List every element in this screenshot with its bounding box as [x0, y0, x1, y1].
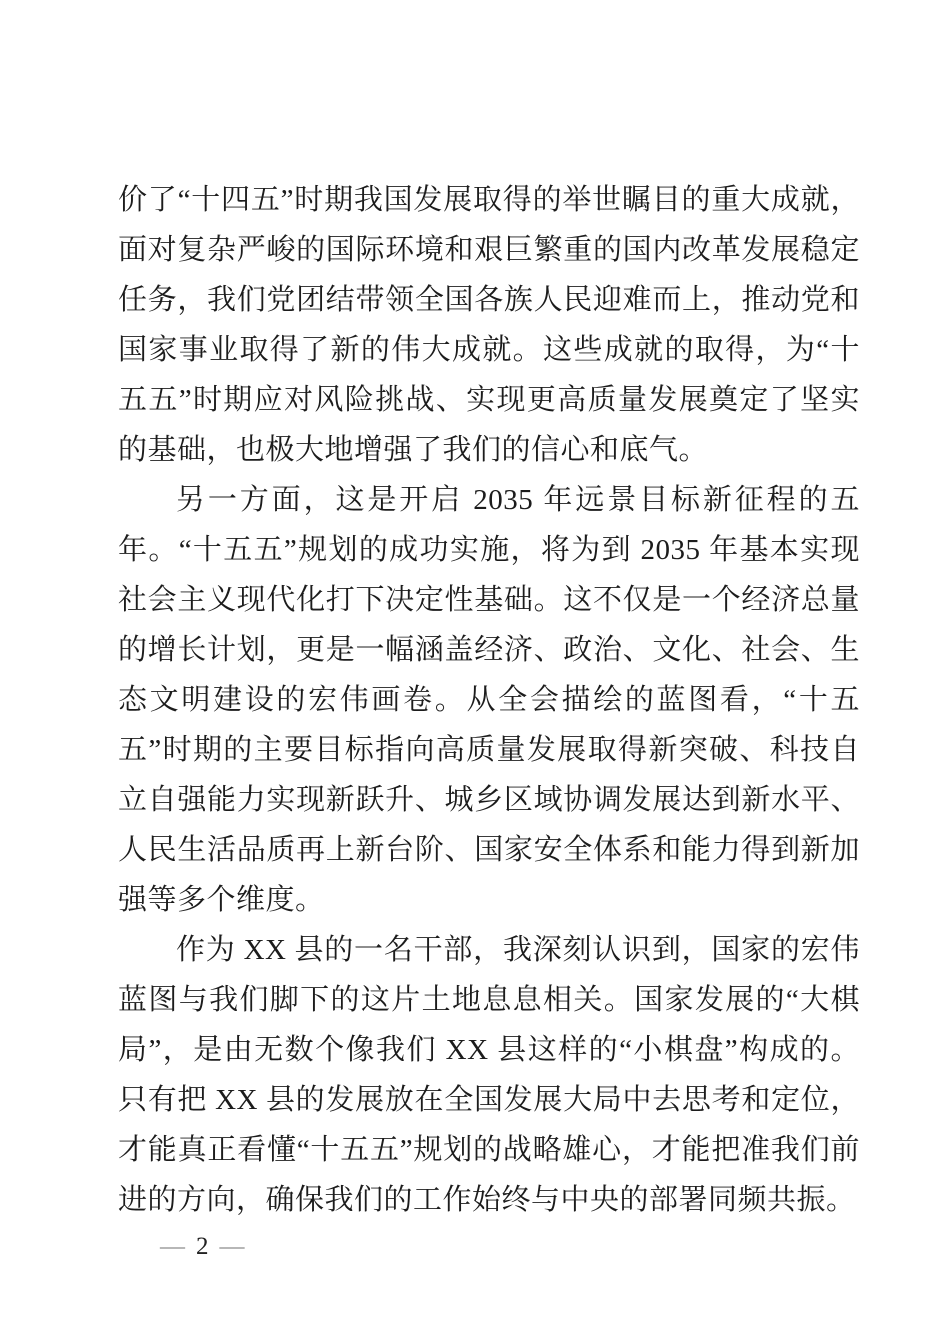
page-footer: [160, 1234, 245, 1259]
footer-dash-right: —: [219, 1235, 245, 1258]
paragraph-2035-goals: 另一方面，这是开启 2035 年远景目标新征程的五年。“十五五”规划的成功实施，将为到 2035 年基本实现社会主义现代化打下决定性基础。这不仅是一个经济总量的增长计划，更是一幅涵盖经济、政治、文化、社会、生态文明建设的宏伟画卷。从全会描绘的蓝图看，“十五五”时期的主要目标指向高质量发展取得新突破、科技自立自强能力实现新跃升、城乡区域协调发展达到新水平、人民生活品质再上新台阶、国家安全体系和能力得到新加强等多个维度。: [118, 484, 860, 916]
paragraph-continuation: 价了“十四五”时期我国发展取得的举世瞩目的重大成就，面对复杂严峻的国际环境和艰巨繁重的国内改革发展稳定任务，我们党团结带领全国各族人民迎难而上，推动党和国家事业取得了新的伟大成就。这些成就的取得，为“十五五”时期应对风险挑战、实现更高质量发展奠定了坚实的基础，也极大地增强了我们的信心和底气。: [118, 184, 860, 466]
footer-dash-left: —: [160, 1235, 185, 1258]
page-number: 2: [196, 1233, 209, 1260]
paragraph-county-cadre: 作为 XX 县的一名干部，我深刻认识到，国家的宏伟蓝图与我们脚下的这片土地息息相关。国家发展的“大棋局”，是由无数个像我们 XX 县这样的“小棋盘”构成的。只有把 XX 县的发展放在全国发展大局中去思考和定位，才能真正看懂“十五五”规划的战略雄心，才能把准我们前进的方向，确保我们的工作始终与中央的部署同频共振。: [118, 934, 860, 1216]
document-body: [118, 175, 860, 1225]
